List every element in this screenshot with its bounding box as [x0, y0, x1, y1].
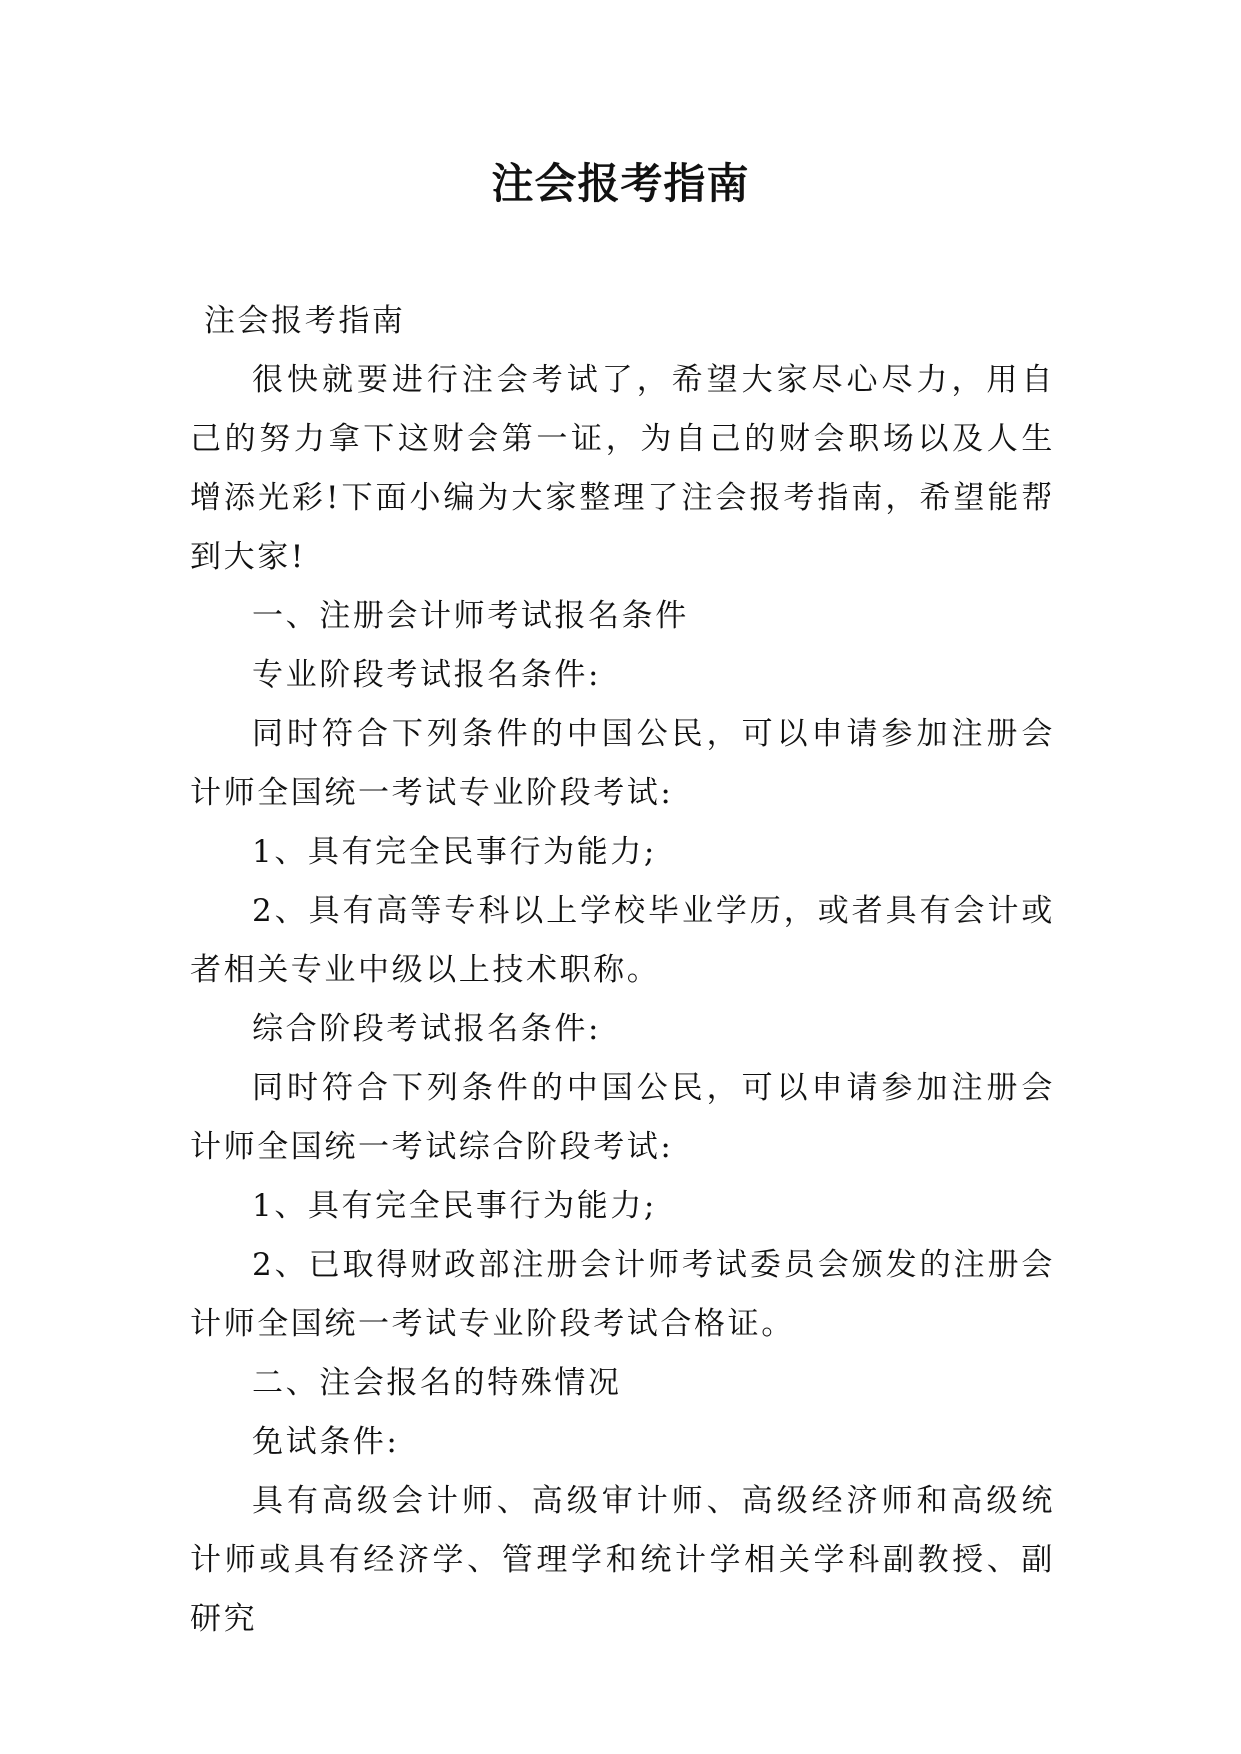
subheading-professional-stage: 专业阶段考试报名条件:: [252, 657, 602, 693]
subheading-comprehensive-stage: 综合阶段考试报名条件:: [252, 1011, 602, 1047]
paragraph-comprehensive-stage-eligibility: 同时符合下列条件的中国公民，可以申请参加注册会计师全国统一考试综合阶段考试:: [190, 1070, 1055, 1165]
list-item-comprehensive-2: 2、已取得财政部注册会计师考试委员会颁发的注册会计师全国统一考试专业阶段考试合格证。: [190, 1247, 1055, 1342]
subheading-exemption-conditions: 免试条件:: [252, 1424, 400, 1460]
list-item-professional-1: 1、具有完全民事行为能力;: [252, 834, 657, 870]
section-heading-registration-conditions: 一、注册会计师考试报名条件: [252, 598, 689, 634]
paragraph-exemption-details: 具有高级会计师、高级审计师、高级经济师和高级统计师或具有经济学、管理学和统计学相关学科副教授、副研究: [190, 1483, 1055, 1637]
list-item-comprehensive-1: 1、具有完全民事行为能力;: [252, 1188, 657, 1224]
paragraph-subtitle: 注会报考指南: [203, 303, 406, 339]
document-body: [190, 292, 1055, 1649]
paragraph-professional-stage-eligibility: 同时符合下列条件的中国公民，可以申请参加注册会计师全国统一考试专业阶段考试:: [190, 716, 1055, 811]
document-title: 注会报考指南: [491, 159, 750, 208]
section-heading-special-cases: 二、注会报名的特殊情况: [252, 1365, 622, 1401]
list-item-professional-2: 2、具有高等专科以上学校毕业学历，或者具有会计或者相关专业中级以上技术职称。: [190, 893, 1055, 988]
paragraph-intro: 很快就要进行注会考试了，希望大家尽心尽力，用自己的努力拿下这财会第一证，为自己的财会职场以及人生增添光彩!下面小编为大家整理了注会报考指南，希望能帮到大家!: [190, 362, 1055, 575]
